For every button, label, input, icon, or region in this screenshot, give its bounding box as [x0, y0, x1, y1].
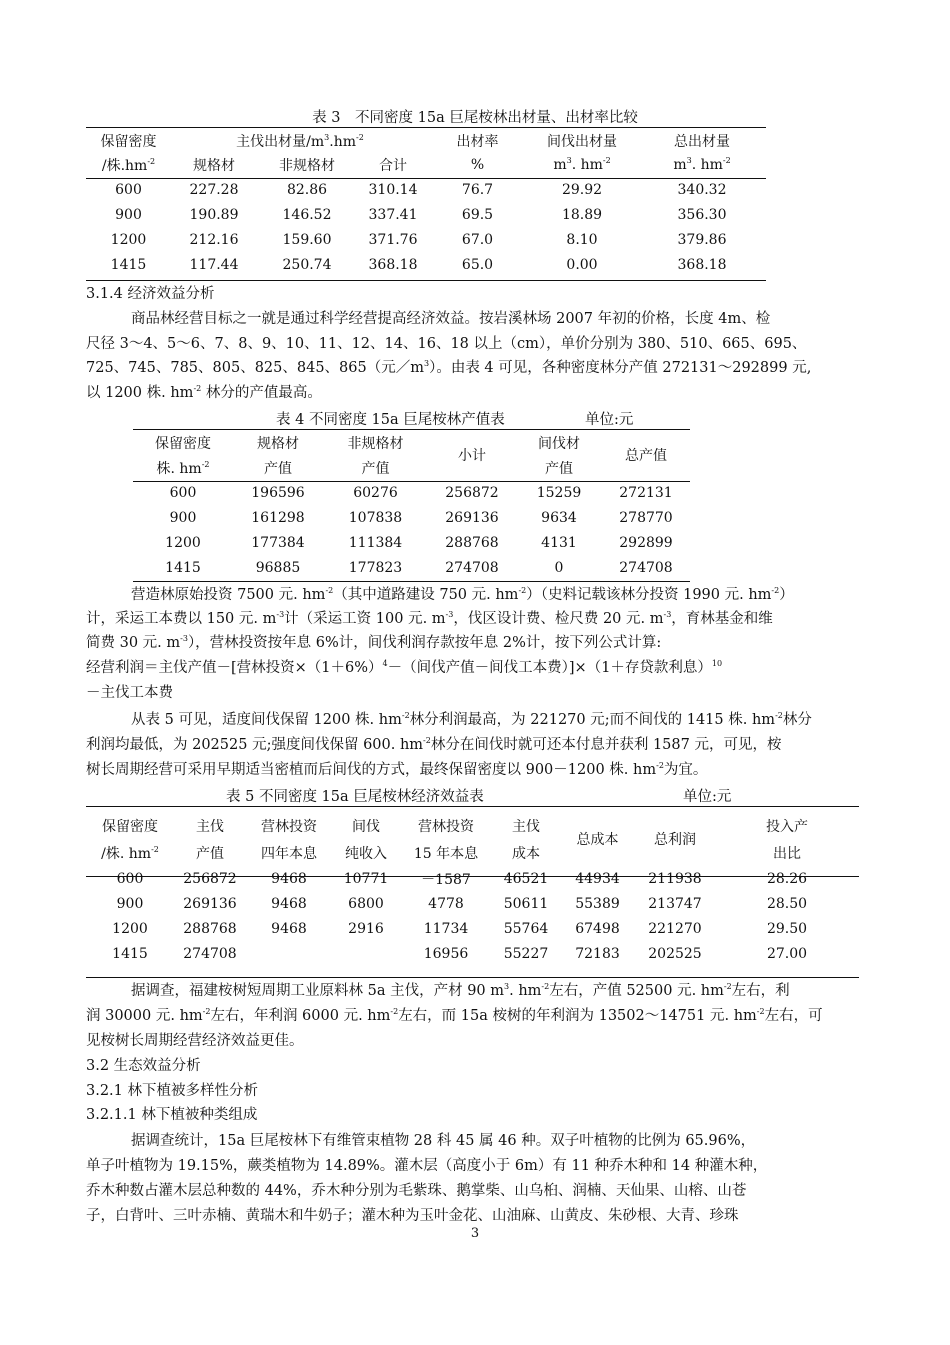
t5-cell: 55764 [503, 920, 549, 937]
t5-cell: 28.26 [766, 870, 808, 887]
para5-line1: 据调查统计，15a 巨尾桉林下有维管束植物 28 科 45 属 46 种。双子叶植物的比例为 65.96%， [131, 1133, 756, 1149]
t4-h-total: 总产值 [625, 448, 667, 464]
t4-cell: 111384 [348, 534, 403, 551]
t5-cell: 10771 [343, 870, 389, 887]
t4-cell: 1415 [165, 559, 201, 576]
para4-line2: 润 30000 元. $hm^{-2}$左右，年利润 6000 元. $hm^{-2}$左右，而 15a 桉树的年利润为 13502～14751 元. $hm^{-2}$左右，可 [86, 1007, 823, 1024]
para1-line4: 以 1200 株. $hm^{-2}$ 林分的产值最高。 [86, 384, 322, 401]
para3-line3: 树长周期经营可采用早期适当密植而后间伐的方式，最终保留密度以 900－1200 株. $hm^{-2}$为宜。 [86, 761, 708, 778]
t3-cell: 310.14 [368, 181, 418, 198]
t3-cell: 8.10 [566, 231, 598, 248]
t4-row [133, 530, 690, 555]
para4-line3: 见桉树长周期经营经济效益更佳。 [86, 1033, 304, 1049]
t5-row [86, 941, 859, 966]
t5-h-inv15-1: 营林投资 [418, 818, 474, 835]
t3-cell: 337.41 [368, 206, 418, 223]
t3-cell: 227.28 [189, 181, 239, 198]
t5-row [86, 916, 859, 941]
t5-h-ratio-2: 出比 [773, 845, 801, 862]
t4-cell: 272131 [619, 484, 673, 501]
t4-cell: 600 [169, 484, 197, 501]
t4-cell: 288768 [445, 534, 499, 551]
t4-row [133, 480, 690, 505]
para3-line2: 利润均最低，为 202525 元;强度间伐保留 600. $hm^{-2}$林分在间伐时就可还本付息并获利 1587 元，可见，桉 [86, 736, 782, 753]
para3-line1: 从表 5 可见，适度间伐保留 1200 株. $hm^{-2}$林分利润最高，为 221270 元;而不间伐的 1415 株. $hm^{-2}$林分 [131, 711, 812, 728]
t4-cell: 161298 [251, 509, 305, 526]
t4-cell: 9634 [541, 509, 577, 526]
t5-row [86, 891, 859, 916]
table4-caption: 表 4 不同密度 15a 巨尾桉林产值表 [276, 412, 505, 428]
t3-cell: 1200 [110, 231, 147, 248]
t3-h-total: 合计 [379, 158, 407, 174]
t4-cell: 274708 [445, 559, 499, 576]
t3-cell: 190.89 [189, 206, 239, 223]
t4-cell: 107838 [348, 509, 403, 526]
t5-cell: 202525 [648, 945, 702, 962]
table4 [133, 430, 690, 580]
t5-h-inv4-1: 营林投资 [261, 818, 317, 835]
para5-line3: 乔木种数占灌木层总种数的 44%，乔木种分别为毛紫珠、鹅掌柴、山乌桕、润楠、天仙果、山榕、山苍 [86, 1183, 747, 1199]
t4-cell: 196596 [251, 484, 305, 501]
t3-cell: 250.74 [282, 256, 332, 273]
table3-bottom-rule [86, 280, 766, 281]
t3-cell: 212.16 [189, 231, 239, 248]
t3-cell: 1415 [110, 256, 147, 273]
section-heading-321: 3.2.1 林下植被多样性分析 [86, 1083, 259, 1099]
t5-row [86, 866, 859, 891]
t5-h-main-2: 产值 [196, 845, 224, 862]
t4-cell: 278770 [619, 509, 673, 526]
para2-line3: 简费 30 元. $m^{-3}$），营林投资按年息 6%计，间伐利润存款按年息 2%计，按下列公式计算: [86, 634, 662, 651]
t3-h-all-2: $m^3$. $hm^{-2}$ [673, 156, 731, 173]
t5-h-cost-2: 成本 [512, 845, 540, 862]
t4-cell: 177384 [251, 534, 305, 551]
t3-cell: 0.00 [566, 256, 598, 273]
t5-cell: 1415 [112, 945, 148, 962]
t4-cell: 96885 [255, 559, 301, 576]
t3-cell: 69.5 [461, 206, 494, 223]
t5-h-density-2: /株. $hm^{-2}$ [101, 844, 159, 862]
t5-cell: 900 [116, 895, 144, 912]
table4-bottom-rule [133, 581, 690, 582]
t3-cell: 67.0 [461, 231, 494, 248]
table3-caption: 表 3 不同密度 15a 巨尾桉林出材量、出材率比较 [312, 110, 638, 126]
para1-line2: 尺径 3～4、5～6、7、8、9、10、11、12、14、16、18 以上（cm），单价分别为 380、510、665、695、 [86, 336, 807, 352]
t3-h-group: 主伐出材量$/m^3.hm^{-2}$ [236, 133, 364, 150]
t5-cell: 27.00 [766, 945, 808, 962]
t3-h-nonspec: 非规格材 [279, 158, 335, 174]
table3-top-rule [86, 127, 766, 128]
table5 [86, 812, 859, 966]
t3-h-thin-2: $m^3$. $hm^{-2}$ [553, 156, 611, 173]
t3-cell: 340.32 [677, 181, 727, 198]
para1-line1: 商品林经营目标之一就是通过科学经营提高经济效益。按岩溪林场 2007 年初的价格，长度 4m、检 [131, 311, 771, 327]
t3-cell: 900 [115, 206, 142, 223]
t3-cell: 379.86 [677, 231, 727, 248]
table4-header-rule [133, 481, 690, 482]
t3-cell: 117.44 [189, 256, 239, 273]
t4-cell: 4131 [541, 534, 577, 551]
t5-cell: 2916 [348, 920, 384, 937]
t4-cell: 0 [554, 559, 564, 576]
t5-h-thin-2: 纯收入 [345, 845, 387, 862]
t4-h-spec-2: 产值 [264, 461, 292, 477]
para2-line1: 营造林原始投资 7500 元. $hm^{-2}$（其中道路建设 750 元. $hm^{-2}$）（史料记载该林分投资 1990 元. $hm^{-2}$） [131, 586, 794, 603]
t4-h-thin-1: 间伐材 [538, 436, 580, 452]
table5-bottom-rule [86, 977, 859, 978]
t5-cell: 211938 [648, 870, 702, 887]
t3-row [86, 177, 766, 202]
table5-header-rule [86, 876, 859, 877]
t3-cell: 368.18 [368, 256, 418, 273]
t4-h-density-1: 保留密度 [155, 436, 211, 452]
t4-cell: 274708 [619, 559, 673, 576]
t3-cell: 18.89 [561, 206, 603, 223]
t5-cell: 72183 [575, 945, 620, 962]
t5-h-thin-1: 间伐 [352, 818, 380, 835]
t5-cell: 4778 [428, 895, 464, 912]
t3-row [86, 227, 766, 252]
t4-h-spec-1: 规格材 [257, 436, 299, 452]
formula-line1: 经营利润＝主伐产值－[营林投资$\times(1+6\%)^4-$（间伐产值－间伐工本费）]×（1＋存贷款利息）$^{10}$ [86, 659, 723, 676]
t5-h-ratio-1: 投入产 [766, 818, 808, 835]
section-heading-314: 3.1.4 经济效益分析 [86, 286, 215, 302]
t5-cell: 9468 [271, 870, 307, 887]
para5-line2: 单子叶植物为 19.15%，蕨类植物为 14.89%。灌木层（高度小于 6m）有 11 种乔木种和 14 种灌木种， [86, 1158, 768, 1174]
t4-h-nonspec-2: 产值 [361, 461, 390, 477]
para5-line4: 子，白背叶、三叶赤楠、黄瑞木和牛奶子；灌木种为玉叶金花、山油麻、山黄皮、朱砂根、大青、珍珠 [86, 1208, 739, 1224]
t4-h-density-2: 株. $hm^{-2}$ [156, 460, 210, 477]
t4-cell: 256872 [445, 484, 499, 501]
table3 [86, 129, 766, 277]
t5-h-cost-1: 主伐 [512, 818, 540, 835]
t5-cell: 29.50 [766, 920, 808, 937]
t4-row [133, 555, 690, 580]
t5-cell: 6800 [348, 895, 384, 912]
t4-cell: 269136 [445, 509, 499, 526]
t5-cell: 288768 [183, 920, 237, 937]
para1-line3: 725、745、785、805、825、845、865（元$/m^3$）。由表 4 可见，各种密度林分产值 272131～292899 元, [86, 359, 812, 376]
t5-cell: 274708 [183, 945, 237, 962]
t5-h-profit: 总利润 [654, 832, 696, 848]
t3-cell: 65.0 [461, 256, 494, 273]
table4-unit: 单位:元 [585, 412, 634, 428]
t5-cell: 9468 [271, 895, 307, 912]
t5-h-main-1: 主伐 [196, 818, 224, 835]
t3-cell: 368.18 [677, 256, 727, 273]
t5-h-density-1: 保留密度 [102, 818, 158, 835]
t5-cell: 28.50 [766, 895, 808, 912]
t5-cell: 213747 [648, 895, 702, 912]
t5-cell: 46521 [503, 870, 549, 887]
para4-line1: 据调查，福建桉树短周期工业原料林 5a 主伐，产材 90 $m^3$. $hm^{-2}$左右，产值 52500 元. $hm^{-2}$左右，利 [131, 982, 790, 999]
table5-caption: 表 5 不同密度 15a 巨尾桉林经济效益表 [226, 789, 484, 805]
t3-row [86, 252, 766, 277]
t4-cell: 60276 [353, 484, 398, 501]
t5-cell: 55227 [503, 945, 549, 962]
t4-cell: 292899 [619, 534, 673, 551]
table3-header-rule [86, 178, 766, 179]
t3-cell: 600 [115, 181, 142, 198]
t5-cell: 16956 [423, 945, 469, 962]
t4-cell: 900 [169, 509, 197, 526]
section-heading-3211: 3.2.1.1 林下植被种类组成 [86, 1107, 258, 1123]
t5-cell: 1200 [112, 920, 148, 937]
t5-cell: 50611 [503, 895, 549, 912]
t5-h-totalcost: 总成本 [576, 832, 619, 848]
t5-h-inv4-2: 四年本息 [261, 845, 317, 862]
table5-unit: 单位:元 [683, 789, 732, 805]
t5-cell [246, 941, 332, 966]
t5-cell: 9468 [271, 920, 307, 937]
t4-h-nonspec-1: 非规格材 [347, 436, 404, 452]
t3-cell: 146.52 [282, 206, 332, 223]
t3-h-density-1: 保留密度 [100, 134, 157, 150]
t3-h-thin-1: 间伐出材量 [547, 134, 617, 150]
t5-cell: 44934 [575, 870, 620, 887]
page-number: 3 [470, 1226, 480, 1241]
t4-cell: 15259 [536, 484, 582, 501]
t3-cell: 356.30 [677, 206, 727, 223]
t5-cell: 600 [116, 870, 144, 887]
t4-cell: 1200 [165, 534, 201, 551]
t5-cell: 269136 [183, 895, 237, 912]
t5-cell: 256872 [183, 870, 237, 887]
t3-cell: 159.60 [282, 231, 332, 248]
section-heading-32: 3.2 生态效益分析 [86, 1058, 201, 1074]
t5-cell [332, 941, 400, 966]
t4-h-subtotal: 小计 [458, 448, 486, 464]
t5-cell: 11734 [423, 920, 469, 937]
t5-cell: －1587 [421, 871, 471, 888]
t5-cell: 67498 [575, 920, 620, 937]
formula-line2: －主伐工本费 [86, 685, 173, 701]
t3-cell: 371.76 [368, 231, 418, 248]
t3-cell: 76.7 [461, 181, 494, 198]
t3-cell: 29.92 [561, 181, 603, 198]
t5-h-inv15-2: 15 年本息 [413, 845, 479, 862]
t4-cell: 177823 [348, 559, 403, 576]
t5-cell: 55389 [575, 895, 620, 912]
table5-top-rule [86, 806, 859, 807]
t4-row [133, 505, 690, 530]
t5-cell: 221270 [648, 920, 702, 937]
para2-line2: 计，采运工本费以 150 元. $m^{-3}$计（采运工资 100 元. $m^{-3}$，伐区设计费、检尺费 20 元. $m^{-3}$，育林基金和维 [86, 610, 773, 627]
t3-h-density-2: /株$.hm^{-2}$ [101, 157, 156, 174]
t3-h-rate-2: % [470, 157, 485, 173]
t3-h-rate-1: 出材率 [456, 134, 499, 150]
t3-h-all-1: 总出材量 [674, 134, 730, 150]
t3-h-spec: 规格材 [193, 158, 235, 174]
t3-row [86, 202, 766, 227]
t3-cell: 82.86 [286, 181, 328, 198]
t4-h-thin-2: 产值 [545, 461, 573, 477]
